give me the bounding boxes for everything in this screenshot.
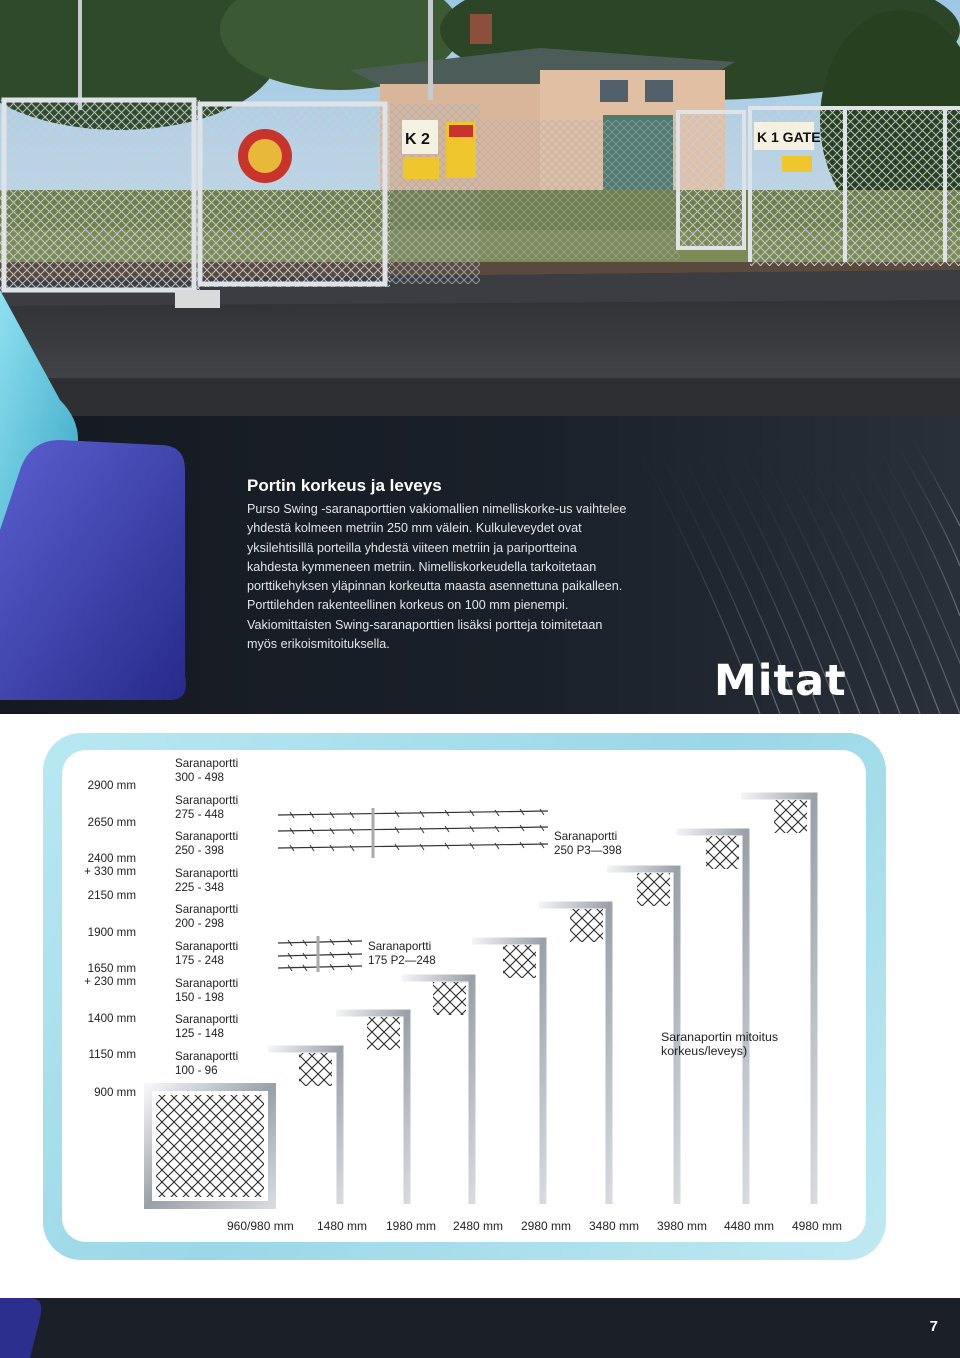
mesh-sample bbox=[503, 945, 536, 978]
model-name: Saranaportti bbox=[175, 940, 239, 953]
model-name: Saranaportti bbox=[175, 867, 239, 880]
model-label bbox=[175, 903, 238, 930]
barbed-wire-p2 bbox=[278, 936, 362, 972]
height-label: 2400 mm + 330 mm bbox=[84, 852, 136, 878]
barbed-wire-p3 bbox=[278, 808, 548, 858]
model-size: 300 - 498 bbox=[175, 770, 224, 784]
width-label: 2480 mm bbox=[453, 1219, 504, 1233]
model-label bbox=[175, 977, 238, 1004]
mesh-sample bbox=[774, 800, 807, 833]
width-label: 4480 mm bbox=[724, 1219, 775, 1233]
mesh-sample bbox=[433, 982, 466, 1015]
width-label: 3980 mm bbox=[657, 1219, 708, 1233]
width-label: 1480 mm bbox=[317, 1219, 368, 1233]
model-label bbox=[175, 1013, 238, 1040]
model-size: 175 - 248 bbox=[175, 953, 224, 967]
p3-name: Saranaportti bbox=[554, 830, 618, 843]
gate-frame-5 bbox=[472, 941, 543, 1204]
model-label bbox=[175, 830, 238, 857]
p2-name: Saranaportti bbox=[368, 940, 432, 953]
height-label: 1650 mm + 230 mm bbox=[84, 962, 136, 988]
p3-label bbox=[554, 830, 622, 857]
height-label: 2650 mm bbox=[87, 816, 136, 829]
height-label: 900 mm bbox=[94, 1086, 136, 1099]
model-name: Saranaportti bbox=[175, 977, 239, 990]
sign-k1-text: K 1 GATE bbox=[757, 129, 821, 145]
model-size: 225 - 348 bbox=[175, 880, 224, 894]
mesh-sample bbox=[706, 836, 739, 869]
model-size: 150 - 198 bbox=[175, 990, 224, 1004]
model-size: 250 - 398 bbox=[175, 843, 224, 857]
p2-label bbox=[368, 940, 436, 967]
section-title: Mitat bbox=[714, 656, 847, 706]
model-label bbox=[175, 940, 238, 967]
model-size: 100 - 96 bbox=[175, 1063, 218, 1077]
model-name: Saranaportti bbox=[175, 1013, 239, 1026]
mesh-sample bbox=[570, 909, 603, 942]
height-label: 1150 mm bbox=[88, 1048, 136, 1061]
width-label: 1980 mm bbox=[386, 1219, 437, 1233]
gate-frame-9 bbox=[741, 796, 814, 1204]
width-label: 2980 mm bbox=[521, 1219, 572, 1233]
model-name: Saranaportti bbox=[175, 1050, 239, 1063]
mesh-sample bbox=[637, 873, 670, 906]
intro-paragraph: Purso Swing -saranaporttien vakiomallien nimelliskorke-us vaihtelee yhdestä kolmeen metriin 250 mm välein. Kulkuleveydet ovat yksilehtisillä porteilla yhdestä viiteen metriin ja pariportteina kahdesta kymmeneen metriin. Nimelliskorkeudella tarkoitetaan porttikehyksen yläpinnan korkeutta maasta asennettuna paikalleen. Porttilehden rakenteellinen korkeus on 100 mm pienempi. Vakiomittaisten Swing-saranaporttien lisäksi portteja toimitetaan myös erikoismitoituksella. bbox=[247, 502, 627, 652]
height-label: 1900 mm bbox=[87, 926, 136, 939]
footer-band bbox=[0, 1298, 960, 1358]
intro-heading: Portin korkeus ja leveys bbox=[247, 476, 442, 495]
model-label bbox=[175, 794, 238, 821]
model-name: Saranaportti bbox=[175, 903, 239, 916]
model-label bbox=[175, 757, 238, 784]
p3-size: 250 P3—398 bbox=[554, 843, 622, 857]
gate-mesh-1 bbox=[156, 1095, 264, 1197]
model-label bbox=[175, 1050, 238, 1077]
width-label: 3480 mm bbox=[589, 1219, 640, 1233]
model-size: 200 - 298 bbox=[175, 916, 224, 930]
p2-size: 175 P2—248 bbox=[368, 953, 436, 967]
width-label: 960/980 mm bbox=[227, 1219, 294, 1233]
page-number: 7 bbox=[929, 1318, 938, 1335]
legend-note: Saranaportin mitoitus korkeus/leveys) bbox=[661, 1030, 779, 1058]
height-label: 1400 mm bbox=[87, 1012, 136, 1025]
gate-frame-8 bbox=[676, 832, 746, 1204]
mesh-sample bbox=[367, 1017, 400, 1050]
height-label: 2150 mm bbox=[87, 889, 136, 902]
model-size: 275 - 448 bbox=[175, 807, 224, 821]
model-name: Saranaportti bbox=[175, 794, 239, 807]
model-name: Saranaportti bbox=[175, 830, 239, 843]
mesh-sample bbox=[299, 1053, 332, 1086]
height-label: 2900 mm bbox=[87, 779, 136, 792]
gate-frame-6 bbox=[539, 905, 609, 1204]
model-name: Saranaportti bbox=[175, 757, 239, 770]
model-label bbox=[175, 867, 238, 894]
sign-k2-text: K 2 bbox=[405, 131, 430, 148]
model-size: 125 - 148 bbox=[175, 1026, 224, 1040]
width-label: 4980 mm bbox=[792, 1219, 843, 1233]
footer-decor-shape bbox=[0, 1298, 60, 1358]
